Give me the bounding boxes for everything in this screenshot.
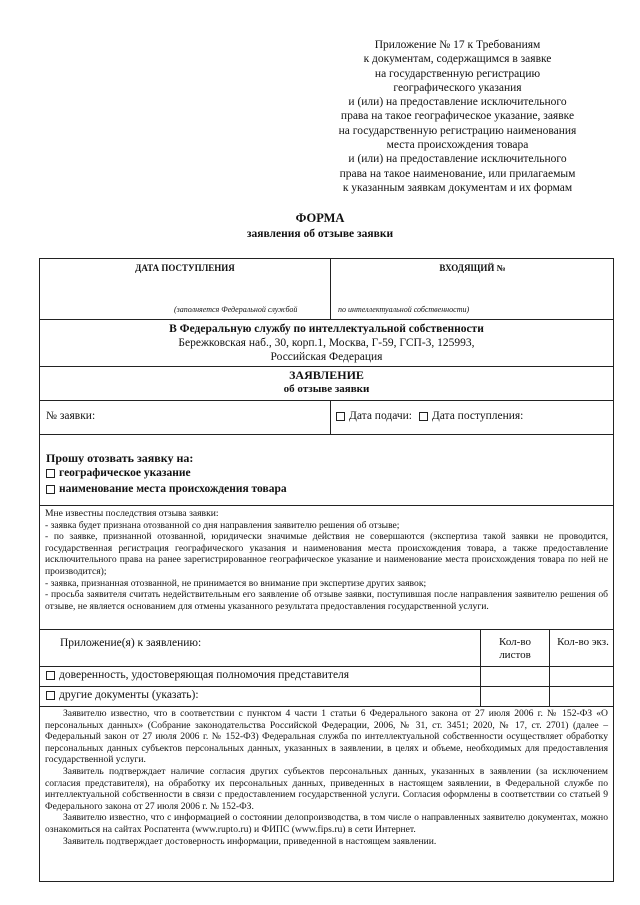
consequences-text — [45, 508, 608, 612]
copies-column-header: Кол-во экз. — [557, 636, 609, 648]
divider — [40, 505, 613, 506]
recipient-line3: Российская Федерация — [270, 351, 383, 363]
attachment-line: и (или) на предоставление исключительного — [348, 153, 567, 166]
form-title: ФОРМА — [295, 211, 345, 225]
attachments-header: Приложение(я) к заявлению: — [60, 637, 202, 649]
date-received-note: (заполняется Федеральной службой — [174, 305, 298, 314]
consequence-line: - просьба заявителя считать недействительным его заявление об отзыве заявки, поступившая после направления заявителю решения об отзыве, не является основанием для отмены указанного результата предоставления государственной услуги. — [45, 589, 608, 612]
appellation-checkbox[interactable] — [46, 485, 55, 494]
consequence-line: - заявка будет признана отозванной со дня направления заявителю решения об отзыве; — [45, 519, 400, 531]
footer-text — [45, 708, 608, 847]
request-heading: Прошу отозвать заявку на: — [46, 451, 194, 465]
received-date-label: Дата поступления: — [431, 410, 524, 422]
divider — [40, 434, 613, 435]
table-col-divider — [549, 629, 550, 706]
attachment-line: и (или) на предоставление исключительного — [348, 96, 567, 109]
incoming-number-note: по интеллектуальной собственности) — [338, 305, 470, 314]
attachment-line: права на такое наименование, или прилагаемым — [339, 167, 576, 180]
table-col-divider — [480, 629, 481, 706]
request-option-gi[interactable] — [46, 467, 191, 479]
divider — [40, 686, 613, 687]
appellation-label: наименование места происхождения товара — [59, 483, 287, 495]
attachment-row-label: другие документы (указать): — [59, 689, 199, 701]
attachment-line: места происхождения товара — [386, 139, 529, 152]
incoming-number-label: ВХОДЯЩИЙ № — [439, 263, 506, 273]
statement-title: ЗАЯВЛЕНИЕ — [289, 368, 364, 382]
divider — [40, 319, 613, 320]
application-number-label: № заявки: — [46, 410, 96, 422]
attachment-row[interactable] — [46, 669, 349, 681]
divider — [40, 400, 613, 401]
attachment-row[interactable] — [46, 689, 199, 701]
date-received-label: ДАТА ПОСТУПЛЕНИЯ — [135, 263, 235, 273]
footer-paragraph: Заявитель подтверждает достоверность информации, приведенной в настоящем заявлении. — [63, 835, 437, 847]
application-form — [39, 258, 614, 882]
divider — [40, 366, 613, 367]
divider — [40, 666, 613, 667]
attachment-line: к указанным заявкам документам и их формам — [342, 181, 573, 194]
filing-date-checkbox[interactable] — [336, 412, 345, 421]
attachment-line: на государственную регистрацию — [374, 67, 541, 80]
recipient-line2: Бережковская наб., 30, корп.1, Москва, Г-59, ГСП-3, 125993, — [178, 337, 475, 349]
request-option-appellation[interactable] — [46, 483, 287, 495]
consequence-line: Мне известны последствия отзыва заявки: — [45, 508, 219, 519]
consequence-line: - заявка, признанная отозванной, не принимается во внимание при экспертизе других заявок; — [45, 577, 427, 589]
attachment-line: Приложение № 17 к Требованиям — [374, 39, 541, 51]
filing-date-label: Дата подачи: — [349, 410, 412, 422]
row-divider — [330, 400, 331, 434]
gi-checkbox[interactable] — [46, 469, 55, 478]
received-date-checkbox[interactable] — [419, 412, 428, 421]
attachment-header — [300, 38, 615, 195]
attachment-line: к документам, содержащимся в заявке — [363, 53, 552, 66]
statement-subtitle: об отзыве заявки — [283, 383, 370, 395]
divider — [40, 629, 613, 630]
attachment-row-label: доверенность, удостоверяющая полномочия представителя — [59, 669, 350, 681]
footer-paragraph: Заявителю известно, что с информацией о состоянии делопроизводства, в том числе о направленных заявителю документах, можно ознакомиться на сайтах Роспатента (www.rupto.ru) и ФИПС (www.fips.ru) в сети Интернет. — [45, 812, 608, 835]
divider — [40, 706, 613, 707]
other-documents-checkbox[interactable] — [46, 691, 55, 700]
footer-paragraph: Заявителю известно, что в соответствии с пунктом 4 части 1 статьи 6 Федерального закона от 27 июля 2006 г. № 152-ФЗ «О персональных данных» (Собрание законодательства Российской Федерации, 2006, № 31, ст. 3451; 2020, № 17, ст. 2701) (далее – Федеральный закон от 27 июля 2006 г. № 152-ФЗ) Федеральная служба по интеллектуальной собственности осуществляет обработку персональных данных субъектов персональных данных, указанных в заявлении, в целях и объеме, необходимых для предоставления государственной услуги. — [45, 708, 608, 766]
gi-label: географическое указание — [59, 467, 191, 479]
application-dates — [336, 410, 523, 422]
recipient-line1: В Федеральную службу по интеллектуальной собственности — [169, 323, 484, 335]
footer-paragraph: Заявитель подтверждает наличие согласия других субъектов персональных данных, указанных в заявлении (за исключением согласия представителя), на обработку их персональных данных, приведенных в настоящем заявлении, в Федеральной службе по интеллектуальной собственности в связи с предоставлением государственной услуги. Согласия оформлены в соответствии со статьей 9 Федерального закона от 27 июля 2006 г. № 152-ФЗ. — [45, 765, 608, 812]
attachment-line: на государственную регистрацию наименования — [338, 124, 577, 137]
sheets-column-header: Кол-во листов — [499, 636, 531, 661]
consequence-line: - по заявке, признанной отозванной, юридически значимые действия не совершаются (экспертиза такой заявки не проводится, государственная регистрация географического указания и наименования места происхождения товара, а также предоставление исключительного права на ранее зарегистрированное географическое указание и наименование места происхождения товара по ней не производится); — [45, 531, 608, 577]
attachment-line: права на такое географическое указание, заявке — [340, 110, 575, 123]
form-subtitle: заявления об отзыве заявки — [246, 228, 394, 240]
power-of-attorney-checkbox[interactable] — [46, 671, 55, 680]
attachment-line: географического указания — [393, 81, 522, 94]
